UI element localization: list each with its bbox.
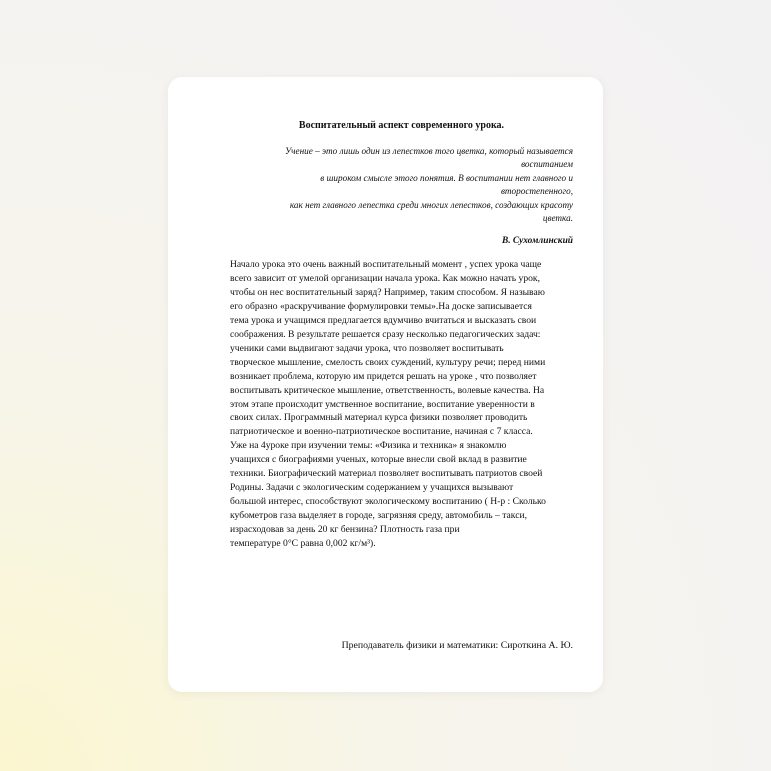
body-line: техники. Биографический материал позволяет воспитывать патриотов своей bbox=[230, 468, 543, 480]
body-line: своих силах. Программный материал курса физики позволяет проводить bbox=[230, 412, 528, 424]
document-page bbox=[168, 77, 603, 692]
epigraph bbox=[230, 145, 573, 225]
body-paragraph bbox=[230, 258, 573, 550]
body-line: большой интерес, способствуют экологическому воспитанию ( Н-р : Сколько bbox=[230, 495, 546, 507]
body-line: чтобы он нес воспитательный заряд? Например, таким способом. Я называю bbox=[230, 287, 545, 299]
body-line: израсходовав за день 20 кг бензина? Плотность газа при bbox=[230, 523, 460, 535]
body-line: учащихся с биографиями ученых, которые внесли свой вклад в развитие bbox=[230, 454, 527, 466]
body-line: патриотическое и военно-патриотическое воспитание, начиная с 7 класса. bbox=[230, 426, 533, 438]
epigraph-line: как нет главного лепестка среди многих лепестков, создающих красоту bbox=[289, 199, 573, 210]
document-title: Воспитательный аспект современного урока. bbox=[298, 120, 505, 131]
body-line: соображения. В результате решается сразу несколько педагогических задач: bbox=[230, 328, 541, 340]
epigraph-line: воспитанием bbox=[521, 159, 573, 170]
document-content bbox=[230, 119, 573, 550]
body-line: Начало урока это очень важный воспитательный момент , успех урока чаще bbox=[230, 259, 542, 271]
signature: Преподаватель физики и математики: Сироткина А. Ю. bbox=[341, 640, 573, 651]
body-line: этом этапе происходит умственное воспитание, воспитание уверенности в bbox=[230, 398, 535, 410]
body-line: кубометров газа выделяет в городе, загрязняя среду, автомобиль – такси, bbox=[230, 509, 528, 521]
epigraph-line: цветка. bbox=[542, 213, 573, 224]
body-line: его образно «раскручивание формулировки темы».На доске записывается bbox=[230, 301, 532, 313]
epigraph-line: в широком смысле этого понятия. В воспитании нет главного и bbox=[320, 172, 573, 183]
body-line: творческое мышление, смелость своих суждений, культуру речи; перед ними bbox=[230, 356, 546, 368]
body-line: Уже на 4уроке при изучении темы: «Физика и техника» я знакомлю bbox=[230, 440, 507, 452]
body-line: Родины. Задачи с экологическим содержанием у учащихся вызывают bbox=[230, 481, 514, 493]
body-line: возникает проблема, которую им придется решать на уроке , что позволяет bbox=[230, 370, 537, 382]
body-line: температуре 0°С равна 0,002 кг/м³). bbox=[230, 537, 376, 549]
epigraph-line: Учение – это лишь один из лепестков того цветка, который называется bbox=[284, 146, 573, 156]
body-line: тема урока и учащимся предлагается вдумчиво вчитаться и высказать свои bbox=[230, 315, 537, 327]
body-line: всего зависит от умелой организации начала урока. Как можно начать урок, bbox=[230, 273, 540, 285]
body-line: ученики сами выдвигают задачи урока, что позволяет воспитывать bbox=[230, 342, 504, 354]
body-line: воспитывать критическое мышление, ответственность, волевые качества. На bbox=[230, 384, 545, 396]
epigraph-author: В. Сухомлинский bbox=[501, 236, 573, 247]
epigraph-line: второстепенного, bbox=[500, 186, 573, 197]
